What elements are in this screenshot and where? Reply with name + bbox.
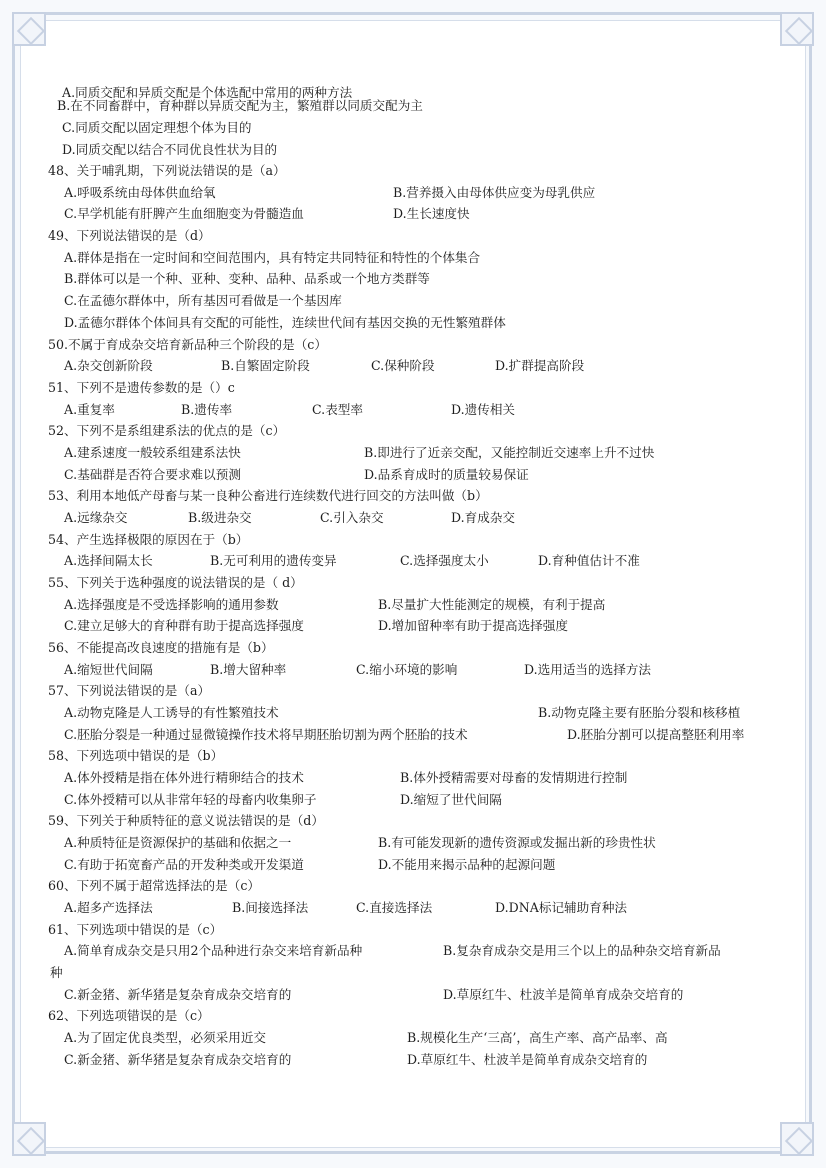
option-text: C.胚胎分裂是一种通过显微镜操作技术将早期胚胎切割为两个胚胎的技术 <box>64 727 468 742</box>
corner-ornament-icon <box>12 1122 46 1156</box>
option-text: D.DNA标记辅助育种法 <box>495 900 628 915</box>
question-text: 54、产生选择极限的原因在于（b） <box>48 532 249 547</box>
option-text: D.遗传相关 <box>451 402 516 417</box>
corner-ornament-icon <box>12 12 46 46</box>
question-text: 52、下列不是系组建系法的优点的是（c） <box>48 423 286 438</box>
option-text: A.远缘杂交 <box>64 510 128 525</box>
option-text: D.增加留种率有助于提高选择强度 <box>378 618 568 633</box>
option-text: A.为了固定优良类型，必须采用近交 <box>64 1030 267 1045</box>
option-text: C.有助于拓宽畜产品的开发种类或开发渠道 <box>64 857 304 872</box>
option-text: A.呼吸系统由母体供血给氧 <box>64 185 216 200</box>
question-text: 57、下列说法错误的是（a） <box>48 683 211 698</box>
option-text: C.同质交配以固定理想个体为目的 <box>62 120 252 135</box>
option-text: D.胚胎分割可以提高整胚利用率 <box>567 727 745 742</box>
option-text: A.重复率 <box>64 402 115 417</box>
option-text: B.规模化生产‘三高’，高生产率、高产品率、高 <box>407 1030 668 1045</box>
option-text: C.选择强度太小 <box>400 553 489 568</box>
question-text: 50.不属于育成杂交培育新品种三个阶段的是（c） <box>48 337 327 352</box>
option-text: B.遗传率 <box>181 402 233 417</box>
option-text: B.营养摄入由母体供应变为母乳供应 <box>393 185 596 200</box>
option-text: C.体外授精可以从非常年轻的母畜内收集卵子 <box>64 792 317 807</box>
corner-ornament-icon <box>780 12 814 46</box>
option-text: D.同质交配以结合不同优良性状为目的 <box>62 142 278 157</box>
question-text: 61、下列选项中错误的是（c） <box>48 922 223 937</box>
option-text: B.动物克隆主要有胚胎分裂和核移植 <box>538 705 741 720</box>
question-text: 53、利用本地低产母畜与某一良种公畜进行连续数代进行回交的方法叫做（b） <box>48 488 488 503</box>
option-text: B.自繁固定阶段 <box>221 358 310 373</box>
option-text: C.缩小环境的影响 <box>356 662 458 677</box>
option-text: B.群体可以是一个种、亚种、变种、品种、品系或一个地方类群等 <box>64 271 430 286</box>
option-text: D.不能用来揭示品种的起源问题 <box>378 857 556 872</box>
option-text: A.选择强度是不受选择影响的通用参数 <box>64 597 279 612</box>
option-text: A.杂交创新阶段 <box>64 358 153 373</box>
option-text: A.选择间隔太长 <box>64 553 153 568</box>
option-text: A.种质特征是资源保护的基础和依据之一 <box>64 835 292 850</box>
question-text: 59、下列关于种质特征的意义说法错误的是（d） <box>48 813 324 828</box>
question-text: 55、下列关于选种强度的说法错误的是（ d） <box>48 575 303 590</box>
option-text: D.扩群提高阶段 <box>495 358 585 373</box>
option-text: D.育种值估计不准 <box>538 553 640 568</box>
question-text: 49、下列说法错误的是（d） <box>48 228 211 243</box>
option-text: D.生长速度快 <box>393 206 470 221</box>
option-text: A.群体是指在一定时间和空间范围内，具有特定共同特征和特性的个体集合 <box>64 250 481 265</box>
option-text: B.无可利用的遗传变异 <box>210 553 337 568</box>
option-text: B.体外授精需要对母畜的发情期进行控制 <box>400 770 628 785</box>
question-text: 56、不能提高改良速度的措施有是（b） <box>48 640 274 655</box>
option-text: A.缩短世代间隔 <box>64 662 153 677</box>
option-text: A.简单育成杂交是只用2个品种进行杂交来培育新品种 <box>64 943 363 958</box>
option-text: 种 <box>50 965 63 980</box>
option-text: B.间接选择法 <box>232 900 309 915</box>
option-text: B.尽量扩大性能测定的规模，有利于提高 <box>378 597 606 612</box>
option-text: B.在不同畜群中，育种群以异质交配为主，繁殖群以同质交配为主 <box>57 98 423 113</box>
option-text: A.体外授精是指在体外进行精卵结合的技术 <box>64 770 304 785</box>
option-text: D.选用适当的选择方法 <box>524 662 651 677</box>
question-text: 51、下列不是遗传参数的是（）c <box>48 380 235 395</box>
option-text: A.同质交配和异质交配是个体选配中常用的两种方法 <box>62 85 353 100</box>
question-text: 58、下列选项中错误的是（b） <box>48 748 224 763</box>
option-text: A.超多产选择法 <box>64 900 153 915</box>
question-text: 62、下列选项错误的是（c） <box>48 1008 210 1023</box>
option-text: D.草原红牛、杜波羊是简单育成杂交培育的 <box>407 1052 648 1067</box>
option-text: B.有可能发现新的遗传资源或发掘出新的珍贵性状 <box>378 835 656 850</box>
option-text: B.增大留种率 <box>210 662 287 677</box>
option-text: D.品系育成时的质量较易保证 <box>364 467 529 482</box>
option-text: C.新金猪、新华猪是复杂育成杂交培育的 <box>64 987 292 1002</box>
option-text: A.动物克隆是人工诱导的有性繁殖技术 <box>64 705 279 720</box>
option-text: C.表型率 <box>312 402 363 417</box>
option-text: B.复杂育成杂交是用三个以上的品种杂交培育新品 <box>443 943 721 958</box>
option-text: D.育成杂交 <box>451 510 516 525</box>
question-text: 60、下列不属于超常选择法的是（c） <box>48 878 260 893</box>
option-text: C.建立足够大的育种群有助于提高选择强度 <box>64 618 304 633</box>
option-text: C.引入杂交 <box>320 510 384 525</box>
option-text: C.早学机能有肝脾产生血细胞变为骨髓造血 <box>64 206 304 221</box>
corner-ornament-icon <box>780 1122 814 1156</box>
option-text: B.级进杂交 <box>188 510 252 525</box>
option-text: A.建系速度一般较系组建系法快 <box>64 445 241 460</box>
option-text: D.缩短了世代间隔 <box>400 792 502 807</box>
option-text: D.草原红牛、杜波羊是简单育成杂交培育的 <box>443 987 684 1002</box>
option-text: B.即进行了近亲交配，又能控制近交速率上升不过快 <box>364 445 655 460</box>
option-text: D.孟德尔群体个体间具有交配的可能性，连续世代间有基因交换的无性繁殖群体 <box>64 315 506 330</box>
option-text: C.直接选择法 <box>356 900 433 915</box>
option-text: C.在孟德尔群体中，所有基因可看做是一个基因库 <box>64 293 342 308</box>
option-text: C.基础群是否符合要求难以预测 <box>64 467 241 482</box>
option-text: C.新金猪、新华猪是复杂育成杂交培育的 <box>64 1052 292 1067</box>
question-text: 48、关于哺乳期，下列说法错误的是（a） <box>48 163 286 178</box>
option-text: C.保种阶段 <box>371 358 435 373</box>
